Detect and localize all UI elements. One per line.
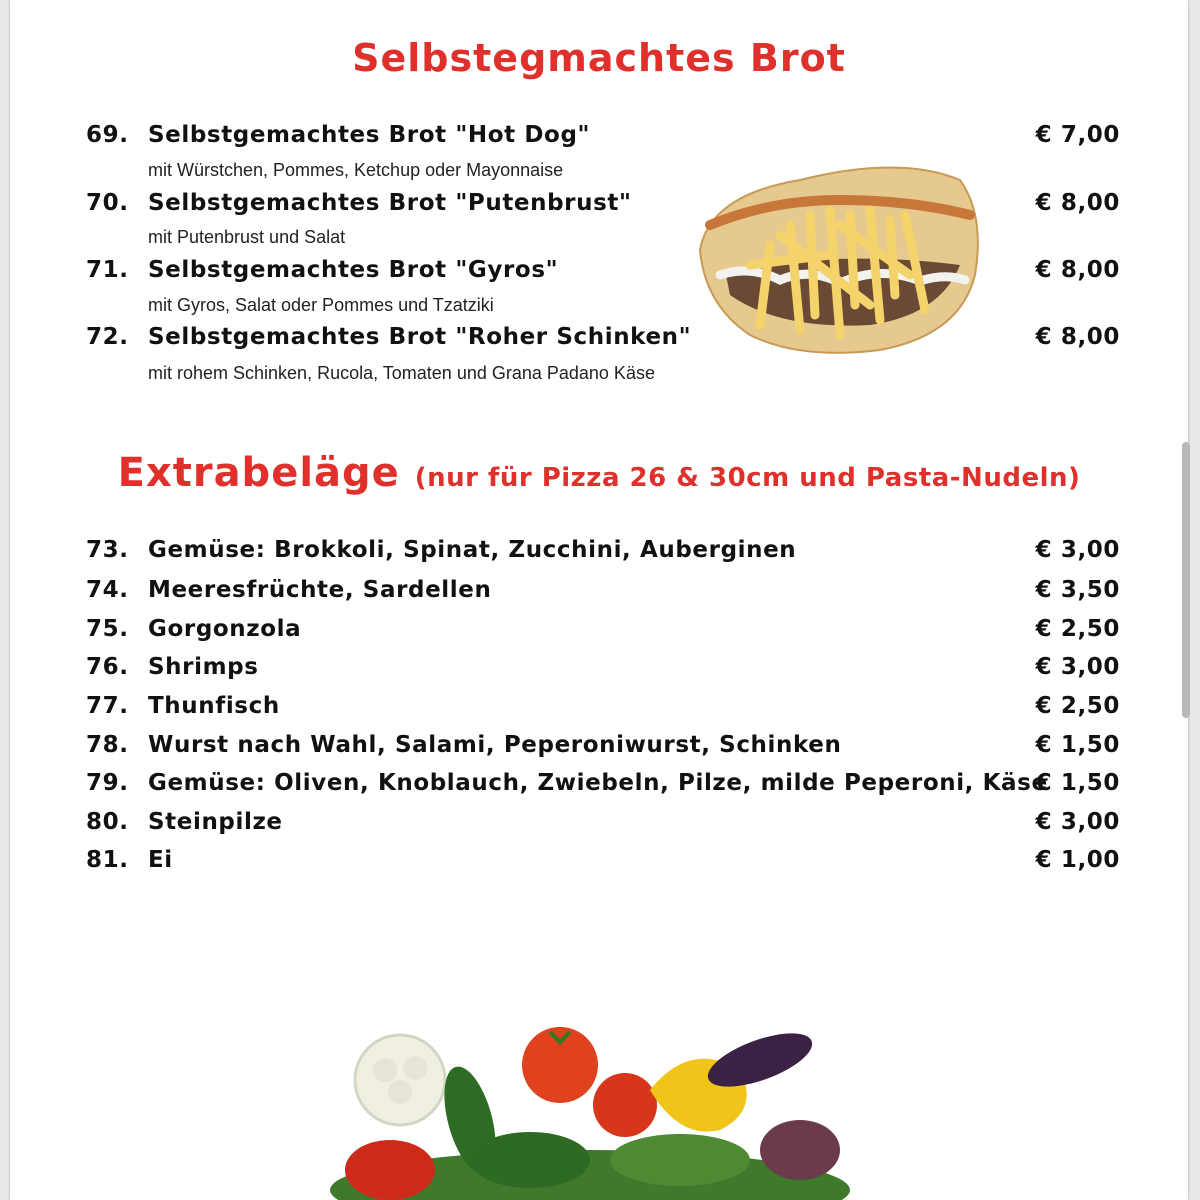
section-title-extras: [10, 450, 1188, 496]
item-price: € 8,00: [1035, 257, 1120, 283]
item-number: 70.: [86, 190, 129, 216]
vegetables-icon: [320, 1020, 860, 1200]
gyros-bread-with-fries-icon: [690, 155, 990, 365]
item-description: mit Gyros, Salat oder Pommes und Tzatziki: [148, 295, 494, 315]
item-number: 69.: [86, 122, 129, 148]
item-description: mit rohem Schinken, Rucola, Tomaten und Grana Padano Käse: [148, 363, 655, 383]
section-title-extras-main: Extrabeläge: [117, 450, 400, 496]
item-name: Ei: [148, 847, 173, 873]
item-number: 77.: [86, 693, 129, 719]
item-number: 80.: [86, 809, 129, 835]
item-price: € 3,00: [1035, 654, 1120, 680]
item-price: € 1,00: [1035, 847, 1120, 873]
item-name: Selbstgemachtes Brot "Roher Schinken": [148, 324, 692, 350]
item-price: € 3,00: [1035, 809, 1120, 835]
item-price: € 7,00: [1035, 122, 1120, 148]
item-number: 79.: [86, 770, 129, 796]
scrollbar[interactable]: [1182, 442, 1190, 718]
section-title-bread: Selbstegmachtes Brot: [352, 36, 846, 80]
item-price: € 3,50: [1035, 577, 1120, 603]
item-name: Gemüse: Oliven, Knoblauch, Zwiebeln, Pilze, milde Peperoni, Käse: [148, 770, 1048, 796]
item-number: 72.: [86, 324, 129, 350]
item-name: Gorgonzola: [148, 616, 302, 642]
item-number: 73.: [86, 537, 129, 563]
item-price: € 1,50: [1035, 732, 1120, 758]
item-number: 74.: [86, 577, 129, 603]
item-name: Meeresfrüchte, Sardellen: [148, 577, 492, 603]
item-name: Selbstgemachtes Brot "Putenbrust": [148, 190, 632, 216]
item-price: € 8,00: [1035, 324, 1120, 350]
item-description: mit Würstchen, Pommes, Ketchup oder Mayonnaise: [148, 160, 564, 180]
item-price: € 3,00: [1035, 537, 1120, 563]
item-description: mit Putenbrust und Salat: [148, 227, 346, 247]
item-number: 81.: [86, 847, 129, 873]
item-name: Thunfisch: [148, 693, 280, 719]
item-name: Shrimps: [148, 654, 259, 680]
item-name: Steinpilze: [148, 809, 283, 835]
item-price: € 8,00: [1035, 190, 1120, 216]
section-note: (nur für Pizza 26 & 30cm und Pasta-Nudeln): [414, 463, 1081, 493]
item-name: Wurst nach Wahl, Salami, Peperoniwurst, Schinken: [148, 732, 842, 758]
item-number: 71.: [86, 257, 129, 283]
item-number: 78.: [86, 732, 129, 758]
item-number: 75.: [86, 616, 129, 642]
item-name: Gemüse: Brokkoli, Spinat, Zucchini, Auberginen: [148, 537, 797, 563]
item-name: Selbstgemachtes Brot "Hot Dog": [148, 122, 591, 148]
item-price: € 1,50: [1035, 770, 1120, 796]
item-price: € 2,50: [1035, 693, 1120, 719]
menu-page: [10, 0, 1188, 1200]
item-number: 76.: [86, 654, 129, 680]
item-name: Selbstgemachtes Brot "Gyros": [148, 257, 559, 283]
item-price: € 2,50: [1035, 616, 1120, 642]
